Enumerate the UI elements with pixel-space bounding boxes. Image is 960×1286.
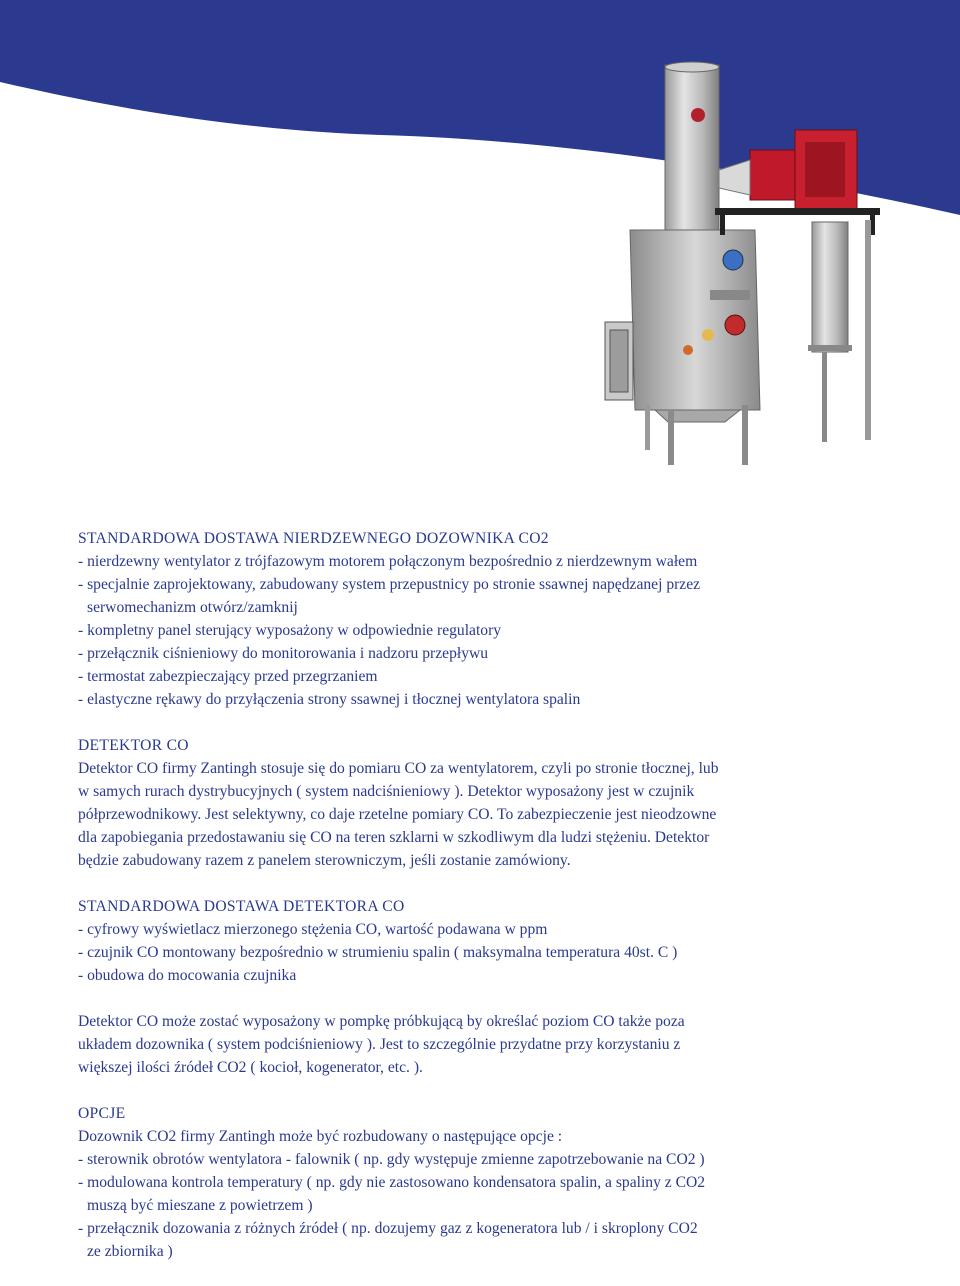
section-4 xyxy=(78,1102,908,1263)
text-line: w samych rurach dystrybucyjnych ( system nadciśnieniowy ). Detektor wyposażony jest w czujnik xyxy=(78,783,695,800)
text-line: Detektor CO firmy Zantingh stosuje się do pomiaru CO za wentylatorem, czyli po stronie tłocznej, lub xyxy=(78,760,719,777)
text-line: - nierdzewny wentylator z trójfazowym motorem połączonym bezpośrednio z nierdzewnym wałem xyxy=(78,553,698,570)
text-line: serwomechanizm otwórz/zamknij xyxy=(87,599,298,616)
text-line: - termostat zabezpieczający przed przegrzaniem xyxy=(78,668,378,685)
text-line: dla zapobiegania przedostawaniu się CO na teren szklarni w szkodliwym dla ludzi stężeniu. Detektor xyxy=(78,829,710,846)
section-0 xyxy=(78,527,908,711)
text-line: półprzewodnikowy. Jest selektywny, co daje rzetelne pomiary CO. To zabezpieczenie jest nieodzowne xyxy=(78,806,717,823)
text-line: układem dozownika ( system podciśnieniowy ). Jest to szczególnie przydatne przy korzystaniu z xyxy=(78,1036,681,1053)
text-line: większej ilości źródeł CO2 ( kocioł, kogenerator, etc. ). xyxy=(78,1059,423,1076)
document-body xyxy=(78,527,908,1286)
text-line: - kompletny panel sterujący wyposażony w odpowiednie regulatory xyxy=(78,622,502,639)
text-line: Dozownik CO2 firmy Zantingh może być rozbudowany o następujące opcje : xyxy=(78,1128,563,1145)
section-2 xyxy=(78,895,908,987)
text-line: - cyfrowy wyświetlacz mierzonego stężenia CO, wartość podawana w ppm xyxy=(78,921,548,938)
text-line: - sterownik obrotów wentylatora - falownik ( np. gdy występuje zmienne zapotrzebowanie na CO2 ) xyxy=(78,1151,705,1168)
text-line: - przełącznik ciśnieniowy do monitorowania i nadzoru przepływu xyxy=(78,645,489,662)
text-line: - przełącznik dozowania z różnych źródeł ( np. dozujemy gaz z kogeneratora lub / i skroplony CO2 xyxy=(78,1220,698,1237)
text-line: będzie zabudowany razem z panelem sterowniczym, jeśli zostanie zamówiony. xyxy=(78,852,571,869)
text-line: - elastyczne rękawy do przyłączenia strony ssawnej i tłocznej wentylatora spalin xyxy=(78,691,581,708)
section-3 xyxy=(78,1010,908,1079)
section-heading: OPCJE xyxy=(78,1105,126,1122)
text-line: ze zbiornika ) xyxy=(87,1243,173,1260)
co2-doser-product-image xyxy=(600,60,890,470)
text-line: - specjalnie zaprojektowany, zabudowany system przepustnicy po stronie ssawnej napędzanej przez xyxy=(78,576,701,593)
text-line: - czujnik CO montowany bezpośrednio w strumieniu spalin ( maksymalna temperatura 40st. C ) xyxy=(78,944,678,961)
text-line: - obudowa do mocowania czujnika xyxy=(78,967,297,984)
text-line: - modulowana kontrola temperatury ( np. gdy nie zastosowano kondensatora spalin, a spaliny z CO2 xyxy=(78,1174,706,1191)
section-heading: STANDARDOWA DOSTAWA NIERDZEWNEGO DOZOWNIKA CO2 xyxy=(78,530,549,547)
text-line: Detektor CO może zostać wyposażony w pompkę próbkującą by określać poziom CO także poza xyxy=(78,1013,685,1030)
section-heading: DETEKTOR CO xyxy=(78,737,189,754)
section-1 xyxy=(78,734,908,872)
section-heading: STANDARDOWA DOSTAWA DETEKTORA CO xyxy=(78,898,405,915)
text-line: muszą być mieszane z powietrzem ) xyxy=(87,1197,313,1214)
